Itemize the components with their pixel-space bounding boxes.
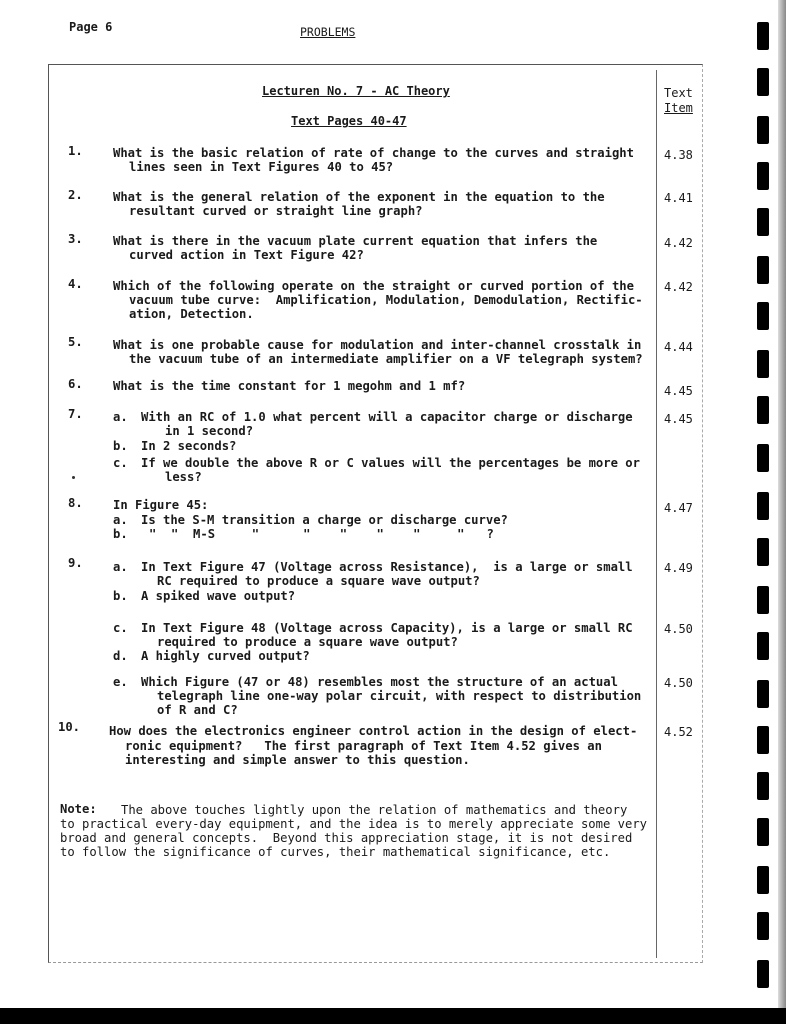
page-number: Page 6 <box>69 20 113 34</box>
question-number: 6. <box>68 377 83 391</box>
binder-punch-mark <box>757 680 769 708</box>
text-item-ref: 4.49 <box>664 561 693 575</box>
question-line: If we double the above R or C values will the percentages be more or <box>141 456 640 470</box>
question-line: telegraph line one-way polar circuit, with respect to distribution <box>157 689 642 703</box>
text-item-ref: 4.44 <box>664 340 693 354</box>
text-item-ref: 4.52 <box>664 725 693 739</box>
question-line: In Text Figure 47 (Voltage across Resistance), is a large or small <box>141 560 633 574</box>
binder-punch-mark <box>757 586 769 614</box>
column-header-line1: Text <box>664 86 693 100</box>
question-number: 10. <box>58 720 81 734</box>
question-line: Which of the following operate on the straight or curved portion of the <box>113 279 634 293</box>
sub-question-label: b. <box>113 439 128 453</box>
question-line: of R and C? <box>157 703 238 717</box>
binder-punch-mark <box>757 68 769 96</box>
binder-punch-mark <box>757 632 769 660</box>
question-line: How does the electronics engineer control action in the design of elect- <box>109 724 638 738</box>
question-line: RC required to produce a square wave output? <box>157 574 480 588</box>
page-edge-shadow <box>778 0 786 1024</box>
text-item-ref: 4.38 <box>664 148 693 162</box>
binder-punch-mark <box>757 818 769 846</box>
binder-punch-mark <box>757 866 769 894</box>
binder-punch-mark <box>757 256 769 284</box>
sub-question-label: b. <box>113 527 128 541</box>
question-line: In 2 seconds? <box>141 439 237 453</box>
question-line: in 1 second? <box>165 424 254 438</box>
reference-column-divider <box>656 70 657 958</box>
question-line: vacuum tube curve: Amplification, Modulation, Demodulation, Rectific- <box>129 293 643 307</box>
question-line: lines seen in Text Figures 40 to 45? <box>129 160 394 174</box>
question-line: the vacuum tube of an intermediate amplifier on a VF telegraph system? <box>129 352 643 366</box>
question-line: What is the time constant for 1 megohm and 1 mf? <box>113 379 466 393</box>
sub-question-label: e. <box>113 675 128 689</box>
text-item-ref: 4.50 <box>664 676 693 690</box>
binder-punch-mark <box>757 444 769 472</box>
binder-punch-mark <box>757 492 769 520</box>
binder-punch-mark <box>757 162 769 190</box>
question-line: less? <box>165 470 202 484</box>
question-line: curved action in Text Figure 42? <box>129 248 364 262</box>
question-line: A highly curved output? <box>141 649 310 663</box>
text-item-ref: 4.41 <box>664 191 693 205</box>
question-line: " " M-S " " " " " " ? <box>149 527 494 541</box>
question-line: required to produce a square wave output? <box>157 635 458 649</box>
sub-question-label: a. <box>113 560 128 574</box>
binder-punch-mark <box>757 116 769 144</box>
question-number: 1. <box>68 144 83 158</box>
question-number: 4. <box>68 277 83 291</box>
text-item-ref: 4.50 <box>664 622 693 636</box>
note-line: to practical every-day equipment, and the idea is to merely appreciate some very <box>60 817 647 831</box>
question-line: In Text Figure 48 (Voltage across Capacity), is a large or small RC <box>141 621 633 635</box>
question-number: 5. <box>68 335 83 349</box>
section-title: PROBLEMS <box>300 25 356 39</box>
scan-bottom-border <box>0 1008 786 1024</box>
binder-punch-mark <box>757 350 769 378</box>
question-line: Which Figure (47 or 48) resembles most the structure of an actual <box>141 675 618 689</box>
note-line: to follow the significance of curves, their mathematical significance, etc. <box>60 845 611 859</box>
binder-punch-mark <box>757 22 769 50</box>
sub-question-label: c. <box>113 456 128 470</box>
question-line: What is one probable cause for modulation and inter-channel crosstalk in <box>113 338 642 352</box>
sub-question-label: a. <box>113 410 128 424</box>
question-line: What is the general relation of the exponent in the equation to the <box>113 190 605 204</box>
question-number: 3. <box>68 232 83 246</box>
stray-mark <box>72 476 75 479</box>
lecture-title: Lecturen No. 7 - AC Theory <box>262 84 450 98</box>
question-number: 7. <box>68 407 83 421</box>
text-item-ref: 4.42 <box>664 280 693 294</box>
text-pages: Text Pages 40-47 <box>291 114 407 128</box>
question-number: 9. <box>68 556 83 570</box>
question-line: What is there in the vacuum plate current equation that infers the <box>113 234 598 248</box>
text-item-ref: 4.45 <box>664 384 693 398</box>
question-line: Is the S-M transition a charge or discharge curve? <box>141 513 508 527</box>
question-line: ronic equipment? The first paragraph of Text Item 4.52 gives an <box>125 739 602 753</box>
question-line: With an RC of 1.0 what percent will a capacitor charge or discharge <box>141 410 633 424</box>
question-line: resultant curved or straight line graph? <box>129 204 423 218</box>
question-line: ation, Detection. <box>129 307 254 321</box>
binder-punch-mark <box>757 960 769 988</box>
sub-question-label: a. <box>113 513 128 527</box>
text-item-column-header <box>664 86 693 116</box>
binder-punch-mark <box>757 302 769 330</box>
note-label: Note: <box>60 802 97 816</box>
text-item-ref: 4.42 <box>664 236 693 250</box>
sub-question-label: b. <box>113 589 128 603</box>
question-line: What is the basic relation of rate of change to the curves and straight <box>113 146 634 160</box>
question-number: 8. <box>68 496 83 510</box>
binder-punch-mark <box>757 772 769 800</box>
question-line: interesting and simple answer to this question. <box>125 753 470 767</box>
question-intro: In Figure 45: <box>113 498 209 512</box>
binder-punch-mark <box>757 538 769 566</box>
note-line: The above touches lightly upon the relation of mathematics and theory <box>121 803 628 817</box>
binder-punch-mark <box>757 208 769 236</box>
note-line: broad and general concepts. Beyond this appreciation stage, it is not desired <box>60 831 633 845</box>
sub-question-label: c. <box>113 621 128 635</box>
question-number: 2. <box>68 188 83 202</box>
binder-punch-mark <box>757 912 769 940</box>
sub-question-label: d. <box>113 649 128 663</box>
binder-punch-mark <box>757 726 769 754</box>
binder-punch-mark <box>757 396 769 424</box>
text-item-ref: 4.47 <box>664 501 693 515</box>
column-header-line2: Item <box>664 101 693 115</box>
question-line: A spiked wave output? <box>141 589 296 603</box>
text-item-ref: 4.45 <box>664 412 693 426</box>
